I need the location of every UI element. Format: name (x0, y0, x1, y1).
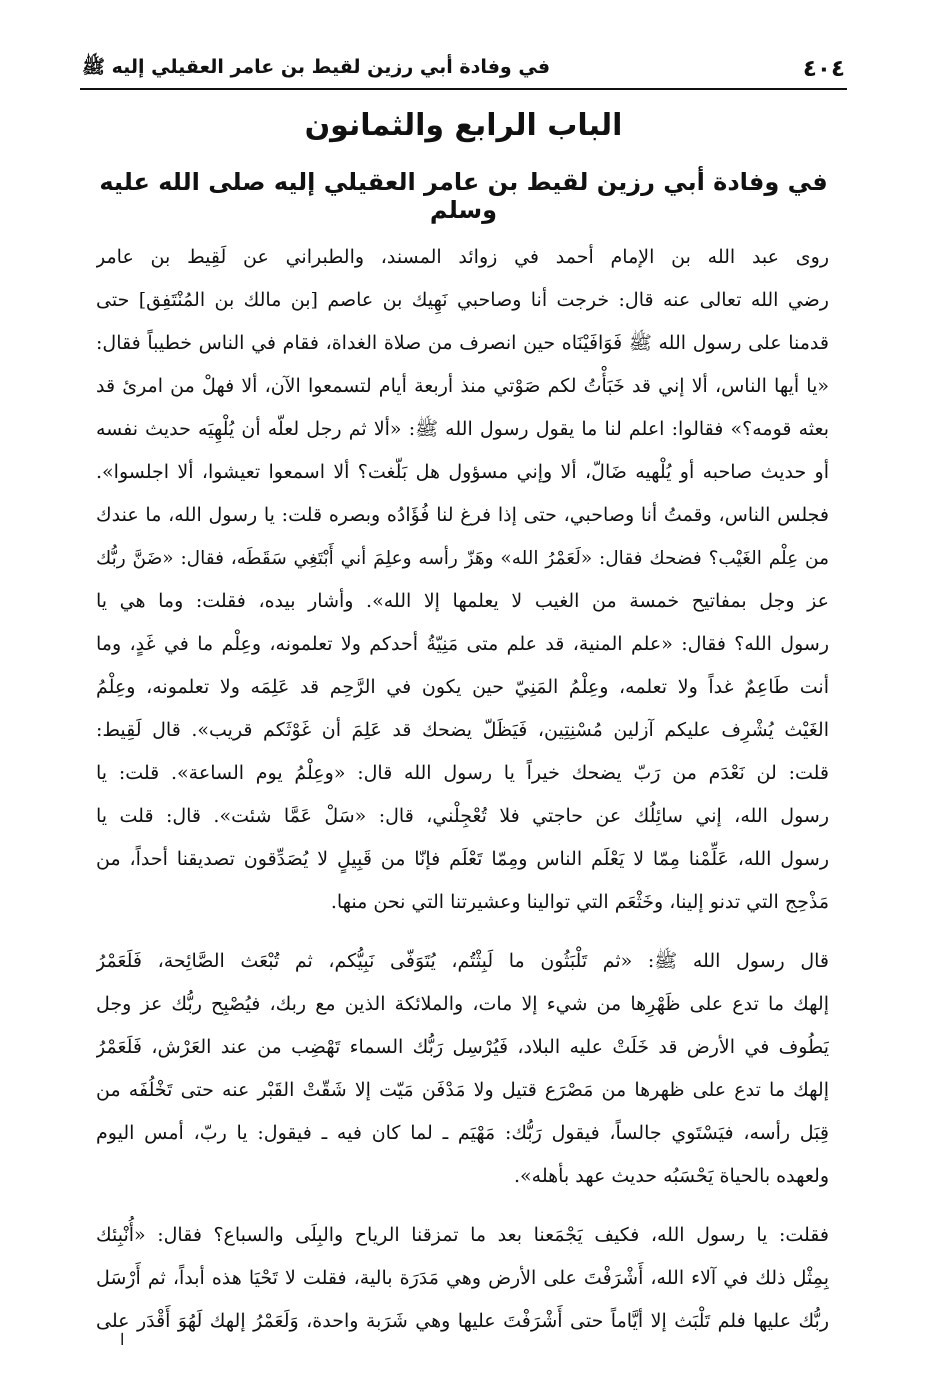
text-line: بعثه قومه؟» فقالوا: اعلم لنا ما يقول رسول الله ﷺ: «ألا ثم رجل لعلّه أن يُلْهِيَه حديث نفسه (96, 418, 829, 440)
text-line: رسول الله؟ فقال: «علم المنية، قد علم متى مَنِيّةُ أحدكم ولا تعلمونه، وعِلْم ما في غَدٍ، وما (96, 633, 829, 655)
text-line: بِمِثْل ذلك في آلاء الله، أَشْرَفْتَ على الأرض وهي مَدَرَة بالية، فقلت لا تَحْيَا هذه أبداً، ثم أَرْسَل (96, 1267, 829, 1289)
text-line: قال رسول الله ﷺ: «ثم تَلْبَثُون ما لَبِثْتُم، يُتَوَفّى نَبِيُّكم، ثم تُبْعَث الصَّائِحة، فَلَعَمْرُ (96, 950, 829, 972)
text-line: رسول الله، إني سائِلُك عن حاجتي فلا تُعْجِلْني، قال: «سَلْ عَمَّا شئت». قال: قلت يا (96, 805, 829, 827)
text-line: عز وجل بمفاتيح خمسة من الغيب لا يعلمها إلا الله». وأشار بيده، فقلت: وما هي يا (96, 590, 829, 612)
text-line: رضي الله تعالى عنه قال: خرجت أنا وصاحبي نَهِيك بن عاصم [بن مالك بن المُنْتَفِق] حتى (96, 289, 829, 311)
page-number: ٤٠٤ (802, 56, 845, 82)
paragraph (96, 1214, 829, 1343)
paragraph-gap (96, 924, 829, 940)
paragraph-gap (96, 1198, 829, 1214)
text-line: «يا أيها الناس، ألا إني قد خَبَأْتُ لكم صَوْتي منذ أربعة أيام لتسمعوا الآن، ألا فهلْ من امرئ قد (96, 375, 829, 397)
text-line: ولعهده بالحياة يَحْسَبُه حديث عهد بأهله». (513, 1165, 829, 1187)
text-line: أو حديث صاحبه أو يُلْهيه ضَالّ، ألا وإني مسؤول هل بَلّغت؟ ألا اسمعوا تعيشوا، ألا اجلسوا». (96, 461, 829, 483)
paragraph (96, 940, 829, 1198)
text-line: الغَيْث يُشْرِف عليكم آزلين مُسْنِتِين، فَيَظَلّ يضحك قد عَلِمَ أن غَوْثَكم قريب». قال لَقِيط: (96, 719, 829, 741)
text-line: قلت: لن نَعْدَم من رَبّ يضحك خيراً يا رسول الله قال: «وعِلْمُ يوم الساعة». قلت: يا (96, 762, 829, 784)
text-line: إلهك ما تدع على ظهرها من مَصْرَع قتيل ولا مَدْفَن مَيّت إلا شَقّتْ القَبْر عنه حتى تَخْلُفَه من (96, 1079, 829, 1101)
running-title: في وفادة أبي رزين لقيط بن عامر العقيلي إليه ﷺ (82, 56, 551, 78)
body-text (96, 236, 829, 1343)
text-line: قدمنا على رسول الله ﷺ فَوَافَيْنَاه حين انصرف من صلاة الغداة، فقام في الناس خطيباً فقال: (96, 332, 829, 354)
paragraph (96, 236, 829, 924)
text-line: يَطُوف في الأرض قد خَلَتْ عليه البلاد، فَيُرْسِل رَبُّك السماء تَهْضِب من عند العَرْش، فَلَعَمْرُ (96, 1036, 829, 1058)
corner-mark: ا (120, 1330, 125, 1349)
header-rule (80, 88, 847, 90)
text-line: إلهك ما تدع على ظَهْرِها من شيء إلا مات، والملائكة الذين مع ربك، فيُصْبِح ربُّك عز وجل (96, 993, 829, 1015)
chapter-subtitle: في وفادة أبي رزين لقيط بن عامر العقيلي إليه صلى الله عليه وسلم (99, 168, 828, 224)
text-line: فجلس الناس، وقمتُ أنا وصاحبي، حتى إذا فرغ لنا فُؤَادُه وبصره قلت: يا رسول الله، ما عندك (96, 504, 829, 526)
text-line: مَذْحِج التي تدنو إلينا، وخَثْعَم التي توالينا وعشيرتنا التي نحن منها. (330, 891, 829, 913)
text-line: قِبَل رأسه، فيَسْتَوي جالساً، فيقول رَبُّك: مَهْيَم ـ لما كان فيه ـ فيقول: يا ربّ، أمس اليوم (96, 1122, 829, 1144)
running-header (82, 52, 845, 86)
text-line: أنت طَاعِمٌ غداً ولا تعلمه، وعِلْمُ المَنِيّ حين يكون في الرَّحِم قد عَلِمَه ولا تعلمونه، وعِلْمُ (96, 676, 829, 698)
chapter-title: الباب الرابع والثمانون (304, 108, 623, 143)
text-line: فقلت: يا رسول الله، فكيف يَجْمَعنا بعد ما تمزقنا الرياح والبِلَى والسباع؟ فقال: «أُنْبِئك (96, 1224, 829, 1246)
text-line: روى عبد الله بن الإمام أحمد في زوائد المسند، والطبراني عن لَقِيط بن عامر (96, 246, 829, 268)
text-line: من عِلْم الغَيْب؟ فضحك فقال: «لَعَمْرُ الله» وهَزّ رأسه وعلِمَ أني أَبْتَغِي سَقَطَه، فقال: «ضَنَّ ربُّك (96, 548, 829, 569)
text-line: ربُّك عليها فلم تَلْبَث إلا أيَّاماً حتى أَشْرَفْتَ عليها وهي شَرَبة واحدة، وَلَعَمْرُ إلهك لَهُوَ أَقْدَر على (96, 1310, 829, 1332)
text-line: رسول الله، عَلِّمْنا مِمّا لا يَعْلَم الناس ومِمّا تَعْلَم فإنّا من قَبِيلٍ لا يُصَدِّقون تصديقنا أحداً، من (96, 848, 829, 870)
